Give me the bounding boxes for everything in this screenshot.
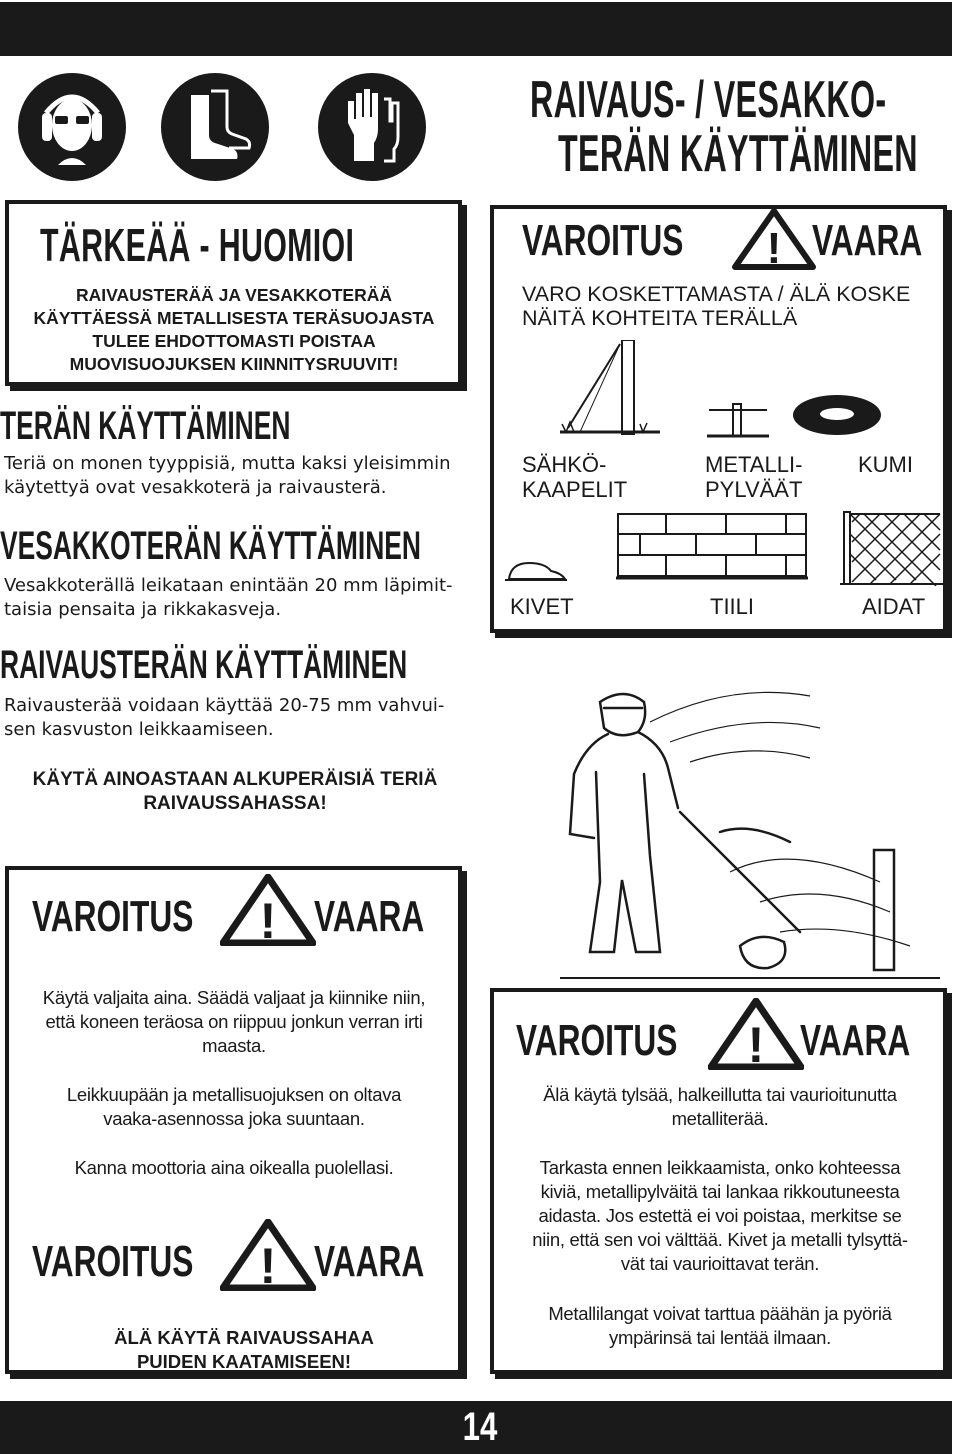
warning-header-hazard [522, 214, 932, 274]
label-line: SÄHKÖ- [522, 452, 607, 477]
section-text-blade-use [4, 452, 474, 500]
important-line: KÄYTTÄESSÄ METALLISESTA TERÄSUOJASTA [33, 308, 435, 328]
page-title-line-2: TERÄN KÄYTTÄMINEN [558, 125, 918, 183]
inspect-area-warning [500, 1156, 940, 1276]
section-heading-brush-blade: VESAKKOTERÄN KÄYTTÄMINEN [0, 524, 421, 568]
ear-eye-protection-icon [18, 73, 126, 181]
warning-header-left-1 [32, 888, 442, 948]
harness-instruction [14, 986, 454, 1058]
text-line: Raivausterää voidaan käyttää 20-75 mm vahvui- [4, 695, 445, 716]
text-line: Älä käytä tylsää, halkeillutta tai vaurioitunutta [543, 1084, 897, 1105]
exclamation-mark: ! [766, 224, 782, 270]
warning-label: VAROITUS [32, 892, 194, 941]
important-text [14, 284, 454, 376]
blade-condition-warning [500, 1083, 940, 1131]
power-cables-illustration [540, 340, 680, 440]
label-stones: KIVET [510, 594, 574, 619]
page-title-line-1: RAIVAUS- / VESAKKO- [530, 71, 887, 129]
text-line: ympärinsä tai lentää ilmaan. [609, 1327, 831, 1348]
hazard-instruction [522, 282, 910, 330]
text-line: kiviä, metallipylväitä tai lankaa rikkoutuneesta [540, 1181, 900, 1202]
top-bar [0, 2, 952, 56]
guard-instruction [14, 1083, 454, 1131]
notice-line: PUIDEN KAATAMISEEN! [136, 1351, 352, 1372]
section-text-brush-blade [4, 574, 474, 622]
text-line: niin, että sen voi välttää. Kivet ja metalli tylsyttä- [532, 1229, 908, 1250]
instruction-line: NÄITÄ KOHTEITA TERÄLLÄ [522, 306, 798, 330]
text-line: vät tai vaurioittavat terän. [620, 1253, 820, 1274]
text-line: metalliterää. [671, 1108, 769, 1129]
text-line: Vesakkoterällä leikataan enintään 20 mm läpimit- [4, 575, 453, 596]
instruction-line: VARO KOSKETTAMASTA / ÄLÄ KOSKE [522, 282, 911, 306]
operator-with-brushcutter-illustration [560, 682, 940, 982]
warning-label: VAROITUS [522, 216, 684, 265]
exclamation-mark: ! [259, 893, 277, 946]
warning-triangle-icon [732, 208, 816, 270]
label-rubber: KUMI [858, 452, 913, 477]
gloves-icon [318, 73, 426, 181]
original-blades-notice [0, 768, 470, 816]
carry-instruction: Kanna moottoria aina oikealla puolellasi. [74, 1157, 394, 1178]
text-line: että koneen teräosa on riippuu jonkun verran irti [45, 1011, 423, 1032]
warning-label: VAROITUS [516, 1016, 678, 1065]
warning-header-left-2 [32, 1233, 442, 1293]
warning-triangle-icon [220, 1219, 316, 1291]
text-line: taisia pensaita ja rikkakasveja. [4, 599, 282, 620]
text-line: aidasta. Jos estettä ei voi poistaa, merkitse se [538, 1205, 902, 1226]
exclamation-mark: ! [259, 1238, 277, 1291]
danger-label: VAARA [800, 1016, 911, 1065]
important-line: TULEE EHDOTTOMASTI POISTAA [92, 331, 376, 351]
danger-label: VAARA [314, 1237, 425, 1286]
text-line: käytettyä ovat vesakkoterä ja raivausterä. [4, 477, 387, 498]
no-felling-notice [14, 1326, 474, 1374]
section-heading-clearing-blade: RAIVAUSTERÄN KÄYTTÄMINEN [0, 643, 408, 687]
text-line: vaaka-asennossa joka suuntaan. [103, 1108, 365, 1129]
danger-label: VAARA [314, 892, 425, 941]
warning-header-right [516, 1012, 936, 1072]
warning-triangle-icon [708, 998, 804, 1070]
metal-wire-warning [500, 1302, 940, 1350]
label-power-cables [522, 452, 627, 502]
notice-line: RAIVAUSSAHASSA! [143, 793, 327, 814]
section-text-clearing-blade [4, 694, 474, 742]
stones-illustration [505, 555, 567, 583]
text-line: maasta. [202, 1035, 266, 1056]
warning-triangle-icon [220, 874, 316, 946]
label-metal-posts [705, 452, 802, 502]
exclamation-mark: ! [747, 1017, 765, 1070]
notice-line: ÄLÄ KÄYTÄ RAIVAUSSAHAA [114, 1327, 374, 1348]
section-heading-blade-use: TERÄN KÄYTTÄMINEN [0, 404, 291, 448]
text-line: sen kasvuston leikkaamiseen. [4, 719, 274, 740]
page-number: 14 [462, 1405, 498, 1449]
important-heading: TÄRKEÄÄ - HUOMIOI [40, 219, 355, 271]
text-line: Käytä valjaita aina. Säädä valjaat ja kiinnike niin, [42, 987, 426, 1008]
label-brick: TIILI [710, 594, 755, 619]
label-line: METALLI- [705, 452, 803, 477]
text-line: Leikkuupään ja metallisuojuksen on oltava [66, 1084, 402, 1105]
important-line: MUOVISUOJUKSEN KIINNITYSRUUVIT! [69, 354, 399, 374]
warning-label: VAROITUS [32, 1237, 194, 1286]
rubber-tire-illustration [792, 394, 882, 436]
safety-boots-icon [161, 73, 269, 181]
fence-illustration [840, 510, 944, 586]
brick-wall-illustration [616, 512, 808, 582]
label-fences: AIDAT [862, 594, 926, 619]
text-line: Tarkasta ennen leikkaamista, onko kohteessa [539, 1157, 901, 1178]
important-line: RAIVAUSTERÄÄ JA VESAKKOTERÄÄ [76, 285, 392, 305]
notice-line: KÄYTÄ AINOASTAAN ALKUPERÄISIÄ TERIÄ [32, 769, 438, 790]
metal-posts-illustration [705, 400, 771, 440]
danger-label: VAARA [812, 216, 923, 265]
label-line: PYLVÄÄT [705, 477, 803, 502]
text-line: Metallilangat voivat tarttua päähän ja pyöriä [548, 1303, 892, 1324]
label-line: KAAPELIT [522, 477, 628, 502]
text-line: Teriä on monen tyyppisiä, mutta kaksi yleisimmin [4, 453, 451, 474]
